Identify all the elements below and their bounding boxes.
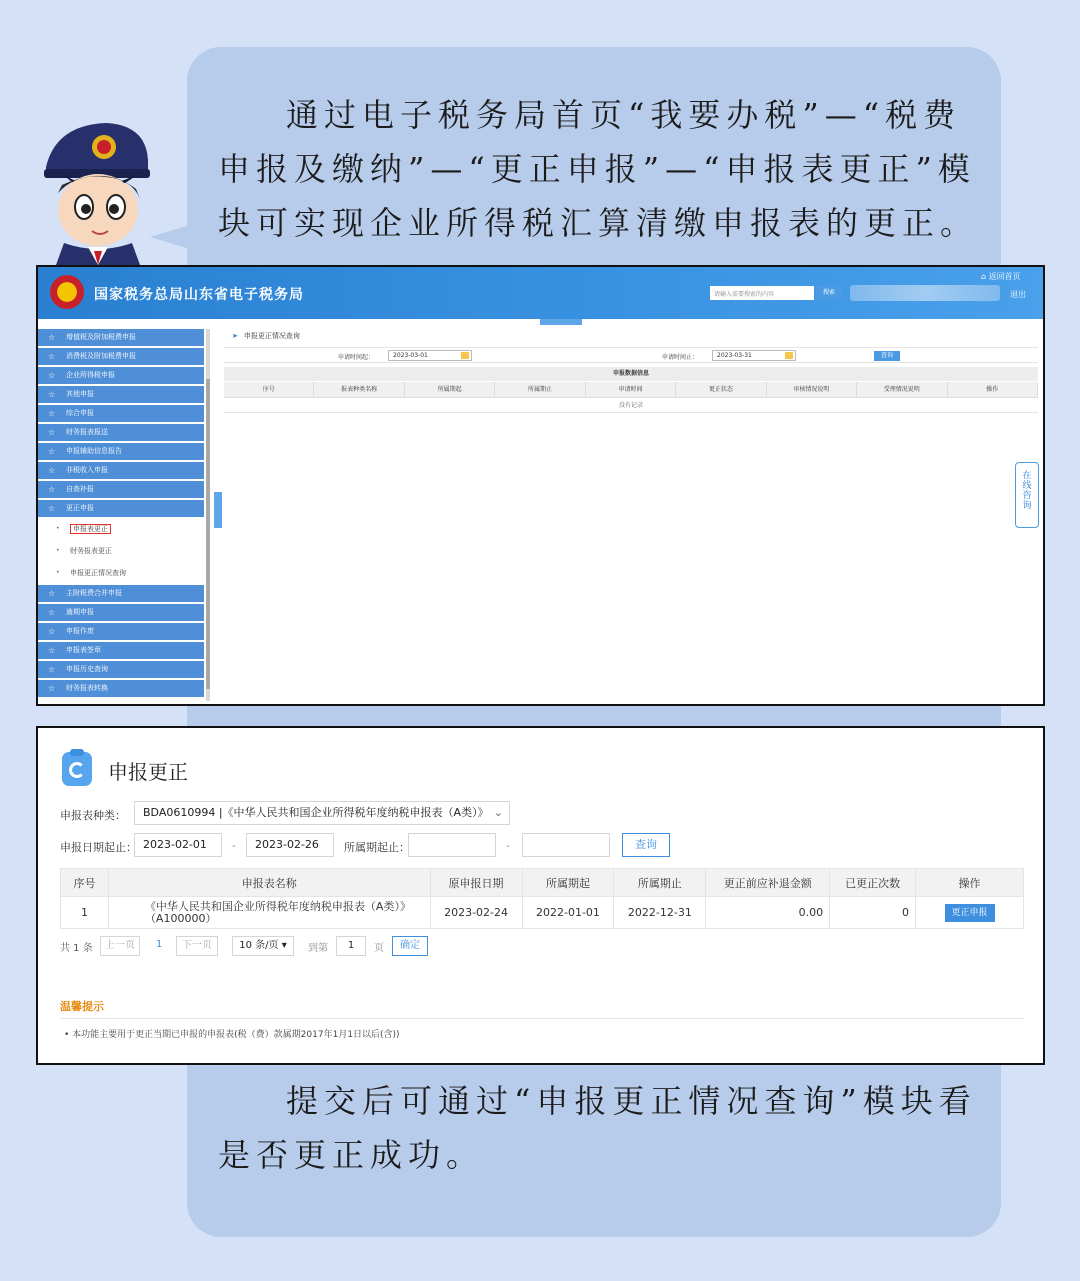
logout-link[interactable]: 退出: [1010, 290, 1026, 299]
star-icon: ☆: [48, 409, 56, 418]
sidebar-item-label: 逾期申报: [66, 608, 94, 616]
empty-table-message: 没有记录: [224, 399, 1038, 413]
table-row: [61, 897, 1024, 929]
portal-header: [38, 267, 1043, 319]
apply-end-value: 2023-03-31: [717, 352, 752, 359]
home-link-label: 返回首页: [988, 272, 1021, 281]
star-icon: ☆: [48, 684, 56, 693]
date-range-label: 申报日期起止：: [60, 841, 137, 854]
portal-query-button[interactable]: 查询: [874, 351, 900, 361]
sidebar-item[interactable]: [38, 405, 204, 422]
star-icon: ☆: [48, 646, 56, 655]
correction-query-button[interactable]: 查询: [622, 833, 670, 857]
star-icon: ☆: [48, 589, 56, 598]
row-times: 0: [830, 897, 916, 929]
portal-sidebar: [38, 325, 206, 706]
online-consult-button[interactable]: [1015, 462, 1039, 528]
correct-declaration-button[interactable]: 更正申报: [945, 904, 995, 922]
sidebar-item-label: 非税收入申报: [66, 466, 108, 474]
period-end-input[interactable]: [522, 833, 610, 857]
col-header: 所属期止: [495, 382, 585, 397]
star-icon: ☆: [48, 371, 56, 380]
sidebar-item[interactable]: [38, 519, 204, 539]
star-icon: ☆: [48, 390, 56, 399]
sidebar-item-label: 申报表签章: [66, 646, 101, 654]
tip-title: 温馨提示: [60, 1000, 104, 1013]
star-icon: ☆: [48, 428, 56, 437]
sidebar-item-label: 更正申报: [66, 504, 94, 512]
portal-main: [224, 325, 1040, 706]
speech-bubble-tail: [150, 225, 190, 249]
apply-start-input[interactable]: [388, 350, 472, 361]
col-header: 所属期起: [522, 869, 614, 897]
row-no: 1: [61, 897, 109, 929]
period-label: 所属期起止：: [344, 841, 410, 854]
col-header: 所属期止: [614, 869, 706, 897]
col-header: 所属期起: [405, 382, 495, 397]
sidebar-item-label: 增值税及附加税费申报: [66, 333, 136, 341]
sidebar-item-label: 财务报表报送: [66, 428, 108, 436]
date-end-input[interactable]: 2023-02-26: [246, 833, 334, 857]
form-type-value: BDA0610994 |《中华人民共和国企业所得税年度纳税申报表（A类）》: [143, 806, 489, 819]
row-form-name-line1: 《中华人民共和国企业所得税年度纳税申报表（A类）》: [144, 899, 411, 913]
col-header: 申请时间: [586, 382, 676, 397]
col-header: 序号: [61, 869, 109, 897]
sidebar-item-label: 综合申报: [66, 409, 94, 417]
page-size-value: 10 条/页: [239, 940, 279, 951]
goto-page-input[interactable]: 1: [336, 936, 366, 956]
sidebar-item[interactable]: [38, 329, 204, 346]
sidebar-item[interactable]: [38, 563, 204, 583]
sidebar-item[interactable]: [38, 386, 204, 403]
sidebar-item[interactable]: [38, 367, 204, 384]
breadcrumb-label: 申报更正情况查询: [243, 332, 300, 340]
tip-divider: [60, 1018, 1024, 1019]
page-unit-label: 页: [374, 943, 384, 954]
sidebar-item[interactable]: [38, 443, 204, 460]
outro-paragraph: 提交后可通过“申报更正情况查询”模块看是否更正成功。: [218, 1082, 977, 1174]
chevron-down-icon: ⌄: [493, 806, 503, 819]
sidebar-item[interactable]: [38, 348, 204, 365]
goto-label: 到第: [308, 943, 328, 954]
total-count: 共 1 条: [60, 943, 93, 954]
row-period-end: 2022-12-31: [614, 897, 706, 929]
date-separator: -: [232, 839, 236, 852]
tip-text: • 本功能主要用于更正当期已申报的申报表(税（费）款属期2017年1月1日以后(含)): [64, 1030, 400, 1040]
portal-site-title: 国家税务总局山东省电子税务局: [94, 287, 304, 303]
sidebar-scroll-thumb[interactable]: [206, 379, 210, 689]
row-form-name-line2: （A100000）: [144, 911, 217, 925]
sidebar-item-label: 申报表更正: [70, 524, 111, 534]
correction-screenshot: [36, 726, 1045, 1065]
sidebar-item-label: 申报辅助信息报告: [66, 447, 122, 455]
page-size-select[interactable]: [232, 936, 294, 956]
portal-search-input[interactable]: 请输入需要搜索的内容: [710, 286, 814, 300]
col-header: 审核情况说明: [767, 382, 857, 397]
calendar-icon[interactable]: [461, 352, 469, 359]
sidebar-item[interactable]: [38, 481, 204, 498]
current-page[interactable]: 1: [156, 939, 163, 950]
sidebar-item[interactable]: [38, 642, 204, 659]
row-period-start: 2022-01-01: [522, 897, 614, 929]
breadcrumb-arrow-icon: ➤: [232, 332, 238, 340]
query-row: [224, 347, 1038, 363]
sidebar-item-label: 财务报表更正: [70, 547, 112, 555]
sidebar-item-label: 财务报表转换: [66, 684, 108, 692]
sidebar-item-label: 申报历史查询: [66, 665, 108, 673]
apply-end-input[interactable]: [712, 350, 796, 361]
blurred-user-info: [850, 285, 1000, 301]
sidebar-item-label: 企业所得税申报: [66, 371, 115, 379]
sidebar-item-label: 主附税费合并申报: [66, 589, 122, 597]
apply-start-label: 申请时间起：: [338, 354, 375, 361]
sidebar-item[interactable]: [38, 661, 204, 678]
form-type-label: 申报表种类：: [60, 809, 126, 822]
col-header: 操作: [948, 382, 1038, 397]
star-icon: ☆: [48, 665, 56, 674]
apply-end-label: 申请时间止：: [662, 354, 699, 361]
star-icon: ☆: [48, 447, 56, 456]
chevron-down-icon: ▾: [278, 940, 287, 951]
row-amount: 0.00: [706, 897, 830, 929]
period-separator: -: [506, 839, 510, 852]
breadcrumb: [232, 331, 300, 341]
section-title: 申报数据信息: [224, 367, 1038, 381]
sidebar-item-label: 消费税及附加税费申报: [66, 352, 136, 360]
bullet-icon: •: [56, 547, 60, 554]
col-header: 报表种类名称: [314, 382, 404, 397]
bullet-icon: •: [56, 569, 60, 576]
row-orig-date: 2023-02-24: [430, 897, 522, 929]
online-consult-char: 线: [1022, 481, 1032, 491]
correction-clipboard-icon: [62, 752, 92, 786]
intro-paragraph: 通过电子税务局首页“我要办税”—“税费申报及缴纳”—“更正申报”—“申报表更正”模块可实现企业所得税汇算清缴申报表的更正。: [218, 96, 979, 242]
period-start-input[interactable]: [408, 833, 496, 857]
star-icon: ☆: [48, 485, 56, 494]
sidebar-item[interactable]: [38, 424, 204, 441]
col-header: 更正前应补退金额: [706, 869, 830, 897]
portal-screenshot: [36, 265, 1045, 706]
correction-table: [60, 868, 1024, 929]
portal-search-button[interactable]: 搜索: [816, 286, 842, 300]
star-icon: ☆: [48, 627, 56, 636]
sidebar-item-label: 自查补报: [66, 485, 94, 493]
online-consult-char: 在: [1022, 471, 1032, 481]
sidebar-item[interactable]: [38, 623, 204, 640]
star-icon: ☆: [48, 608, 56, 617]
row-form-name: [108, 897, 430, 929]
col-header: 受理情况说明: [857, 382, 947, 397]
sidebar-item[interactable]: [38, 541, 204, 561]
calendar-icon[interactable]: [785, 352, 793, 359]
star-icon: ☆: [48, 466, 56, 475]
star-icon: ☆: [48, 333, 56, 342]
sidebar-item[interactable]: [38, 462, 204, 479]
col-header: 操作: [916, 869, 1024, 897]
star-icon: ☆: [48, 352, 56, 361]
col-header: 原申报日期: [430, 869, 522, 897]
date-start-input[interactable]: 2023-02-01: [134, 833, 222, 857]
home-icon: ⌂: [981, 272, 987, 281]
col-header: 更正状态: [676, 382, 766, 397]
online-consult-char: 询: [1022, 501, 1032, 511]
sidebar-item-label: 其他申报: [66, 390, 94, 398]
page-title: 申报更正: [108, 760, 188, 784]
col-header: 已更正次数: [830, 869, 916, 897]
goto-confirm-button[interactable]: 确定: [392, 936, 428, 956]
prev-page-button[interactable]: 上一页: [100, 936, 140, 956]
sidebar-item[interactable]: [38, 585, 204, 602]
sidebar-item-label: 申报更正情况查询: [70, 569, 126, 577]
sidebar-scrollbar[interactable]: [206, 329, 210, 701]
form-type-select[interactable]: [134, 801, 510, 825]
star-icon: ☆: [48, 504, 56, 513]
sidebar-item[interactable]: [38, 680, 204, 697]
bullet-icon: •: [56, 525, 60, 532]
home-link[interactable]: [981, 271, 1021, 282]
tax-emblem-icon: [50, 275, 84, 309]
sidebar-item[interactable]: [38, 604, 204, 621]
sidebar-item[interactable]: [38, 500, 204, 517]
row-action-cell: [916, 897, 1024, 929]
col-header: 序号: [224, 382, 314, 397]
sidebar-item-label: 申报作废: [66, 627, 94, 635]
sidebar-toggle-handle[interactable]: [214, 492, 222, 528]
tax-officer-mascot-icon: [36, 115, 154, 265]
next-page-button[interactable]: 下一页: [176, 936, 218, 956]
apply-start-value: 2023-03-01: [393, 352, 428, 359]
table-header: [224, 382, 1038, 398]
online-consult-char: 咨: [1022, 491, 1032, 501]
col-header: 申报表名称: [108, 869, 430, 897]
